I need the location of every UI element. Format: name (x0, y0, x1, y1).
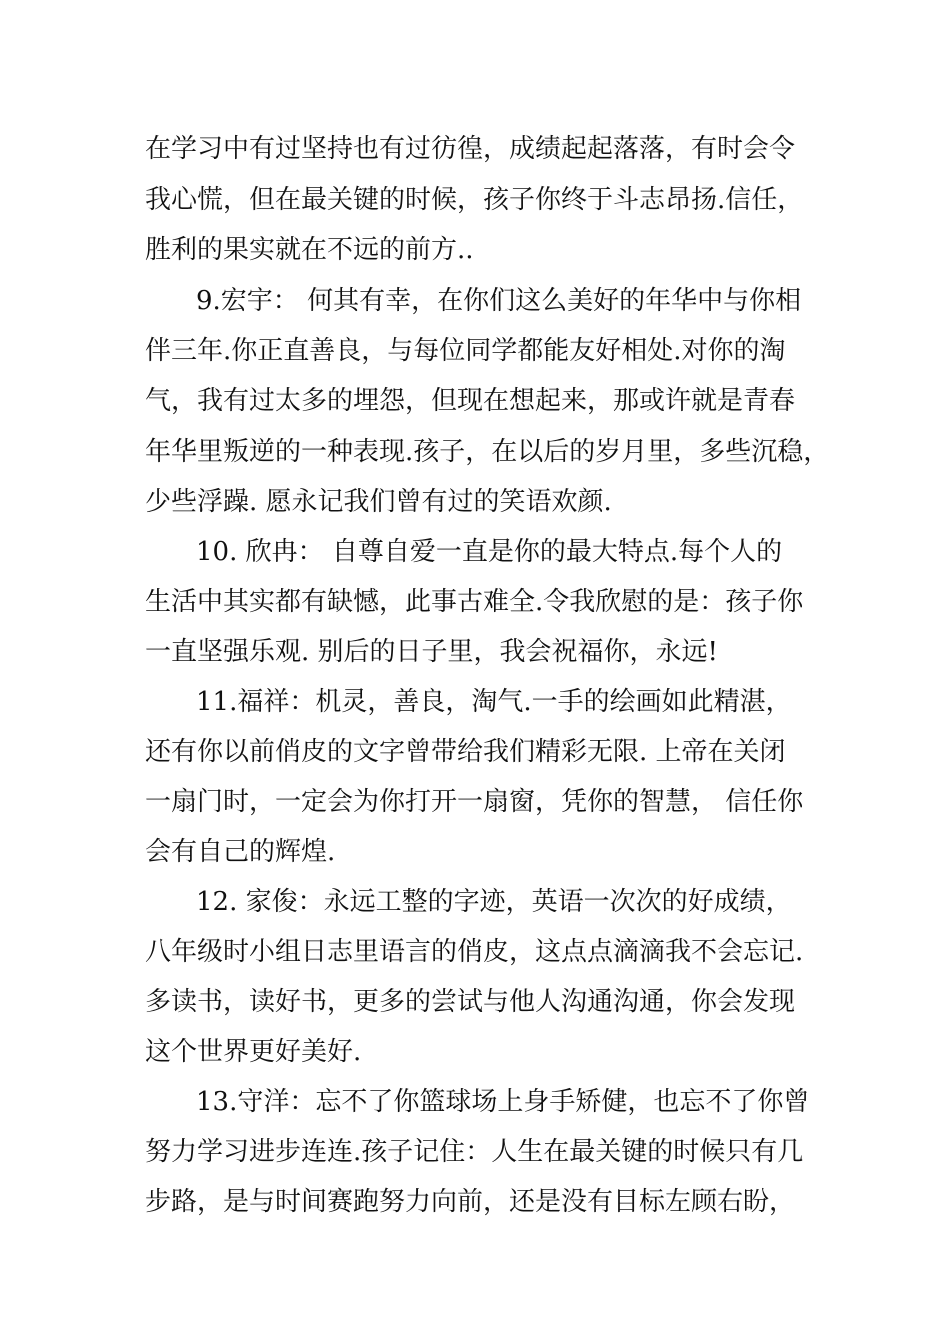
text-line: 少些浮躁. 愿永记我们曾有过的笑语欢颜. (145, 487, 612, 517)
paragraph-10-first-line: 10. 欣冉： 自尊自爱一直是你的最大特点.每个人的 (196, 537, 783, 567)
text-line: 这个世界更好美好. (145, 1037, 362, 1067)
text-line: 在学习中有过坚持也有过彷徨，成绩起起落落，有时会令 (145, 134, 796, 164)
paragraph-12-first-line: 12. 家俊：永远工整的字迹，英语一次次的好成绩， (196, 887, 792, 917)
text-line: 八年级时小组日志里语言的俏皮，这点点滴滴我不会忘记. (145, 937, 804, 967)
text-line: 多读书，读好书，更多的尝试与他人沟通沟通，你会发现 (145, 987, 796, 1017)
text-line: 努力学习进步连连.孩子记住：人生在最关键的时候只有几 (145, 1137, 804, 1167)
text-line: 还有你以前俏皮的文字曾带给我们精彩无限. 上帝在关闭 (145, 737, 786, 767)
text-line: 我心慌，但在最关键的时候，孩子你终于斗志昂扬.信任， (145, 185, 804, 215)
text-line: 胜利的果实就在不远的前方.. (145, 235, 474, 265)
text-line: 生活中其实都有缺憾，此事古难全.令我欣慰的是：孩子你 (145, 587, 804, 617)
text-line: 一直坚强乐观. 别后的日子里，我会祝福你，永远! (145, 637, 718, 667)
paragraph-13-first-line: 13.守洋：忘不了你篮球场上身手矫健，也忘不了你曾 (196, 1087, 810, 1117)
text-line: 步路，是与时间赛跑努力向前，还是没有目标左顾右盼， (145, 1187, 796, 1217)
text-line: 气，我有过太多的埋怨，但现在想起来，那或许就是青春 (145, 386, 796, 416)
paragraph-9-first-line: 9.宏宇： 何其有幸，在你们这么美好的年华中与你相 (196, 286, 802, 316)
text-line: 会有自己的辉煌. (145, 837, 336, 867)
paragraph-11-first-line: 11.福祥：机灵，善良，淘气.一手的绘画如此精湛， (196, 687, 792, 717)
text-line: 一扇门时，一定会为你打开一扇窗，凭你的智慧， 信任你 (145, 787, 804, 817)
text-line: 年华里叛逆的一种表现.孩子，在以后的岁月里，多些沉稳， (145, 437, 830, 467)
text-line: 伴三年.你正直善良，与每位同学都能友好相处.对你的淘 (145, 336, 786, 366)
